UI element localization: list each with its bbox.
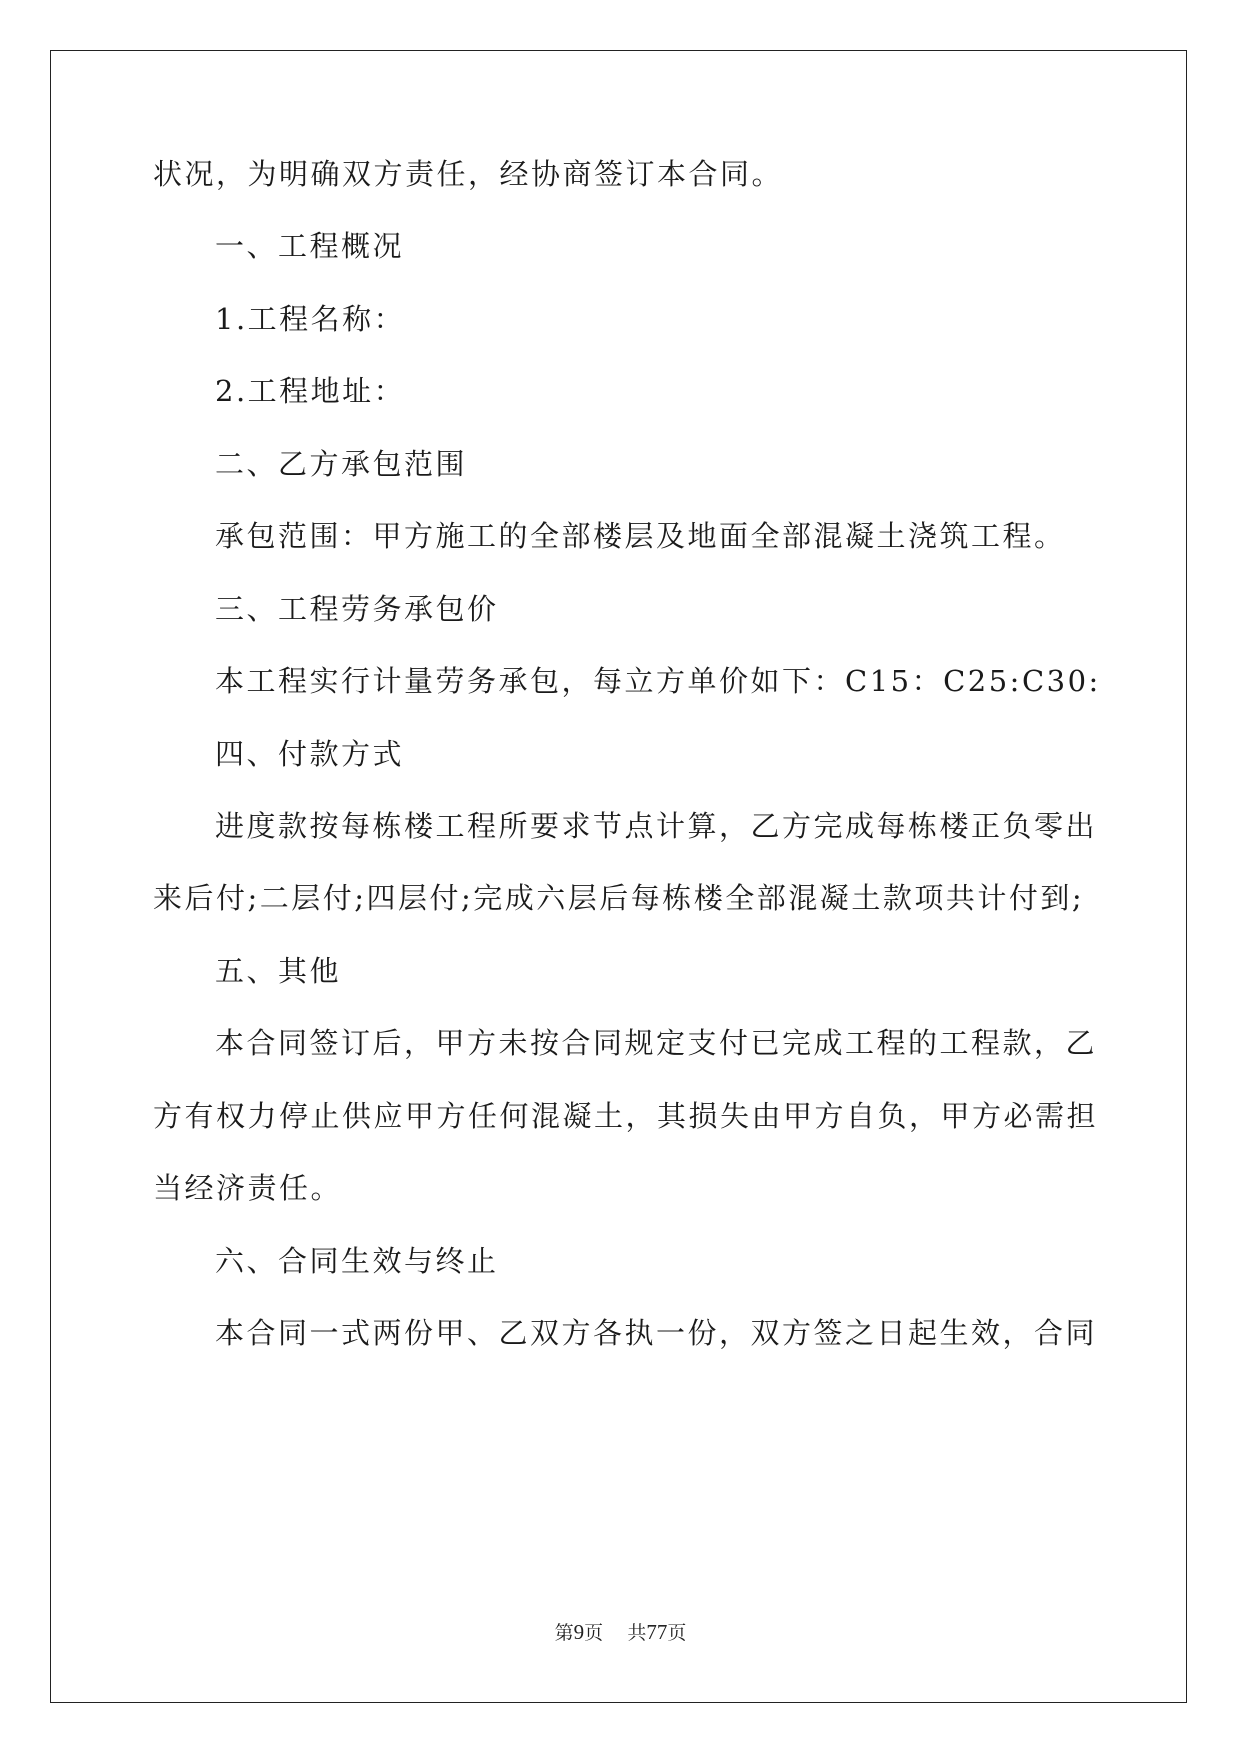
footer-total-suffix: 页	[667, 1622, 687, 1644]
other-paragraph-line-2: 方有权力停止供应甲方任何混凝土，其损失由甲方自负，甲方必需担	[153, 1099, 1099, 1133]
section-heading-5: 五、其他	[215, 954, 342, 988]
footer-prefix: 第	[554, 1622, 574, 1644]
effect-paragraph-line-1: 本合同一式两份甲、乙双方各执一份，双方签之日起生效，合同	[215, 1316, 1098, 1350]
payment-paragraph-line-1: 进度款按每栋楼工程所要求节点计算，乙方完成每栋楼正负零出	[215, 809, 1098, 843]
project-address-line: 2.工程地址：	[215, 374, 406, 408]
section-heading-2: 二、乙方承包范围	[215, 447, 468, 481]
section-heading-1: 一、工程概况	[215, 229, 405, 263]
section-heading-6: 六、合同生效与终止	[215, 1244, 499, 1278]
page-footer	[0, 1620, 1241, 1645]
other-paragraph-line-1: 本合同签订后，甲方未按合同规定支付已完成工程的工程款，乙	[215, 1026, 1098, 1060]
page-border	[50, 50, 1187, 1703]
current-page-number: 9	[573, 1620, 585, 1644]
project-name-line: 1.工程名称：	[215, 302, 406, 336]
footer-total-prefix: 共	[627, 1622, 647, 1644]
footer-page-suffix: 页	[584, 1622, 604, 1644]
paragraph-continuation: 状况，为明确双方责任，经协商签订本合同。	[153, 157, 784, 191]
price-paragraph: 本工程实行计量劳务承包，每立方单价如下：C15：C25:C30:	[215, 664, 1101, 698]
section-heading-3: 三、工程劳务承包价	[215, 592, 499, 626]
other-paragraph-line-3: 当经济责任。	[153, 1171, 343, 1205]
scope-paragraph: 承包范围：甲方施工的全部楼层及地面全部混凝土浇筑工程。	[215, 519, 1066, 553]
payment-paragraph-line-2: 来后付;二层付;四层付;完成六层后每栋楼全部混凝土款项共计付到;	[153, 881, 1085, 915]
section-heading-4: 四、付款方式	[215, 737, 405, 771]
total-page-count: 77	[646, 1620, 668, 1644]
